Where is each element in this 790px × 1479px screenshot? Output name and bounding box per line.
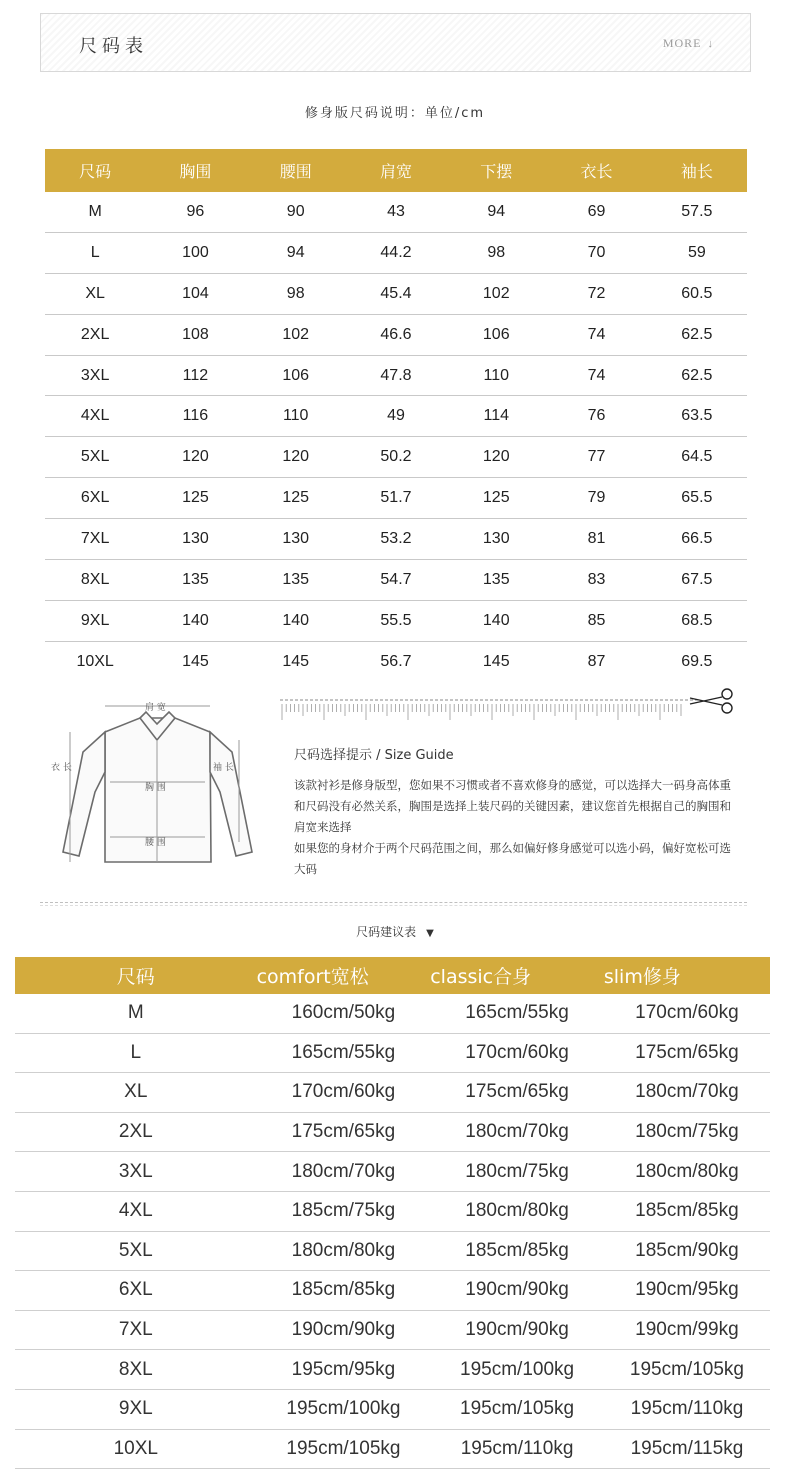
table-cell: 135 (246, 560, 346, 601)
table-cell: XL (45, 273, 145, 314)
table-cell: 195cm/105kg (257, 1429, 431, 1469)
table-row (15, 1429, 770, 1469)
size-table-header-cell: 尺码 (45, 149, 145, 192)
table-cell: 64.5 (647, 437, 747, 478)
table-cell: 63.5 (647, 396, 747, 437)
table-cell: 5XL (45, 437, 145, 478)
table-cell: 140 (145, 600, 245, 641)
table-row (15, 1112, 770, 1152)
table-cell: 175cm/65kg (430, 1073, 604, 1113)
recommend-table-header-cell: classic合身 (430, 957, 604, 994)
table-cell: 10XL (15, 1429, 257, 1469)
divider (40, 905, 747, 906)
table-cell: 108 (145, 314, 245, 355)
table-cell: 190cm/90kg (430, 1310, 604, 1350)
table-cell: 46.6 (346, 314, 446, 355)
table-cell: 54.7 (346, 560, 446, 601)
table-cell: 85 (546, 600, 646, 641)
table-cell: 140 (246, 600, 346, 641)
table-cell: 185cm/85kg (257, 1271, 431, 1311)
table-cell: 180cm/80kg (257, 1231, 431, 1271)
recommend-table-header-cell: comfort宽松 (257, 957, 431, 994)
table-cell: 7XL (15, 1310, 257, 1350)
table-cell: 4XL (15, 1191, 257, 1231)
more-label: MORE (662, 36, 702, 50)
more-link[interactable] (663, 36, 714, 51)
table-cell: 110 (246, 396, 346, 437)
table-cell: M (45, 192, 145, 232)
table-cell: 125 (246, 478, 346, 519)
table-cell: 165cm/55kg (430, 994, 604, 1033)
table-cell: 59 (647, 232, 747, 273)
table-cell: 3XL (15, 1152, 257, 1192)
size-table-header-cell: 肩宽 (346, 149, 446, 192)
table-cell: 90 (246, 192, 346, 232)
table-row (45, 641, 747, 681)
table-cell: 112 (145, 355, 245, 396)
table-cell: 43 (346, 192, 446, 232)
table-cell: 180cm/75kg (430, 1152, 604, 1192)
table-cell: 66.5 (647, 519, 747, 560)
table-cell: L (15, 1033, 257, 1073)
size-guide-text (294, 775, 742, 880)
table-cell: 185cm/85kg (430, 1231, 604, 1271)
table-row (45, 600, 747, 641)
length-label: 衣 长 (51, 763, 72, 773)
table-row (15, 1389, 770, 1429)
table-cell: 190cm/90kg (430, 1271, 604, 1311)
table-cell: 74 (546, 355, 646, 396)
table-cell: 83 (546, 560, 646, 601)
page-title: 尺码表 (79, 36, 148, 57)
arrow-down-icon: ↓ (707, 38, 714, 50)
table-cell: 60.5 (647, 273, 747, 314)
table-cell: 135 (446, 560, 546, 601)
table-row (15, 1310, 770, 1350)
shirt-left-sleeve (63, 732, 105, 856)
table-cell: 195cm/100kg (430, 1350, 604, 1390)
table-cell: 140 (446, 600, 546, 641)
size-guide-paragraph: 该款衬衫是修身版型，您如果不习惯或者不喜欢修身的感觉，可以选择大一码身高体重和尺码没有必然关系，胸围是选择上装尺码的关键因素，建议您首先根据自己的胸围和肩宽来选择 (294, 778, 731, 834)
table-cell: 104 (145, 273, 245, 314)
table-cell: 62.5 (647, 355, 747, 396)
table-cell: 120 (446, 437, 546, 478)
table-cell: 74 (546, 314, 646, 355)
table-cell: 175cm/65kg (257, 1112, 431, 1152)
size-table-header-cell: 衣长 (546, 149, 646, 192)
table-cell: 5XL (15, 1231, 257, 1271)
table-cell: 195cm/105kg (604, 1350, 770, 1390)
size-chart-header (40, 13, 751, 72)
table-cell: 96 (145, 192, 245, 232)
table-cell: 72 (546, 273, 646, 314)
table-cell: 102 (246, 314, 346, 355)
table-cell: 145 (282, 652, 310, 670)
table-row (45, 478, 747, 519)
table-cell: 7XL (45, 519, 145, 560)
table-cell: 195cm/115kg (604, 1429, 770, 1469)
table-cell: 55.5 (346, 600, 446, 641)
recommend-table-header-cell: 尺码 (15, 957, 257, 994)
table-cell: 44.2 (346, 232, 446, 273)
table-row (15, 994, 770, 1033)
table-cell: 180cm/70kg (430, 1112, 604, 1152)
table-cell: 180cm/75kg (604, 1112, 770, 1152)
table-cell: 160cm/50kg (257, 994, 431, 1033)
table-cell: 56.7 (380, 652, 412, 670)
table-row (45, 355, 747, 396)
table-cell: 51.7 (346, 478, 446, 519)
table-cell: 62.5 (647, 314, 747, 355)
table-cell: 180cm/70kg (604, 1073, 770, 1113)
size-guide-paragraph: 如果您的身材介于两个尺码范围之间，那么如偏好修身感觉可以选小码，偏好宽松可选大码 (294, 841, 731, 876)
table-cell: 98 (446, 232, 546, 273)
size-table-header-cell: 胸围 (145, 149, 245, 192)
table-cell: 175cm/65kg (604, 1033, 770, 1073)
table-cell: 130 (246, 519, 346, 560)
table-row (45, 396, 747, 437)
table-cell: 185cm/85kg (604, 1191, 770, 1231)
table-cell: 94 (246, 232, 346, 273)
table-cell: 79 (546, 478, 646, 519)
sleeve-label: 袖 长 (213, 763, 234, 773)
table-row (45, 192, 747, 232)
table-cell: 170cm/60kg (430, 1033, 604, 1073)
size-guide-title: 尺码选择提示 / Size Guide (294, 748, 454, 763)
table-cell: 185cm/90kg (604, 1231, 770, 1271)
table-cell: 69 (546, 192, 646, 232)
table-cell: 53.2 (346, 519, 446, 560)
table-cell: 102 (446, 273, 546, 314)
size-table (45, 149, 747, 682)
size-table-header-row (45, 149, 747, 192)
table-cell: 130 (446, 519, 546, 560)
table-cell: 49 (346, 396, 446, 437)
recommend-table-header-row (15, 957, 770, 994)
table-cell: 125 (145, 478, 245, 519)
table-cell: 110 (446, 355, 546, 396)
size-table-header-cell: 腰围 (246, 149, 346, 192)
size-table-header-cell: 袖长 (647, 149, 747, 192)
table-row (15, 1350, 770, 1390)
table-cell: XL (15, 1073, 257, 1113)
table-cell: 77 (546, 437, 646, 478)
table-cell: 67.5 (647, 560, 747, 601)
table-cell: 190cm/90kg (257, 1310, 431, 1350)
table-cell: 76 (546, 396, 646, 437)
table-cell: 10XL (76, 652, 114, 670)
table-row (15, 1152, 770, 1192)
table-cell: 47.8 (346, 355, 446, 396)
table-cell: 145 (182, 652, 209, 670)
table-cell: 70 (546, 232, 646, 273)
table-row (15, 1191, 770, 1231)
table-cell: M (15, 994, 257, 1033)
table-cell: 100 (145, 232, 245, 273)
table-cell: 98 (246, 273, 346, 314)
table-row (45, 314, 747, 355)
table-cell: 120 (145, 437, 245, 478)
table-cell: 195cm/95kg (257, 1350, 431, 1390)
table-cell: 170cm/60kg (604, 994, 770, 1033)
table-cell: 114 (446, 396, 546, 437)
table-cell: 8XL (15, 1350, 257, 1390)
table-cell: 145 (482, 652, 510, 670)
table-cell: 195cm/110kg (430, 1429, 604, 1469)
shoulder-label: 肩 宽 (145, 703, 166, 713)
table-cell: 9XL (45, 600, 145, 641)
table-cell: 125 (446, 478, 546, 519)
shirt-right-sleeve (210, 732, 252, 856)
table-cell: 2XL (15, 1112, 257, 1152)
recommend-title-text: 尺码建议表 (356, 925, 417, 939)
table-cell: 81 (546, 519, 646, 560)
table-cell: 4XL (45, 396, 145, 437)
table-cell: 190cm/95kg (604, 1271, 770, 1311)
table-cell: 130 (145, 519, 245, 560)
recommend-table (15, 957, 770, 1469)
table-cell: 69.5 (681, 652, 713, 670)
table-cell: 180cm/80kg (604, 1152, 770, 1192)
table-row (45, 232, 747, 273)
table-cell: 185cm/75kg (257, 1191, 431, 1231)
table-cell: 87 (587, 652, 606, 670)
table-cell: L (45, 232, 145, 273)
size-table-header-cell: 下摆 (446, 149, 546, 192)
table-cell: 120 (246, 437, 346, 478)
ruler-ticks (282, 704, 681, 720)
table-cell: 50.2 (346, 437, 446, 478)
waist-label: 腰 围 (145, 838, 166, 848)
table-row (45, 519, 747, 560)
chest-label: 胸 围 (145, 783, 166, 793)
ruler-graphic (280, 688, 742, 728)
unit-note: 修身版尺码说明：单位/cm (304, 106, 486, 121)
table-cell: 57.5 (647, 192, 747, 232)
table-cell: 180cm/70kg (257, 1152, 431, 1192)
table-cell: 45.4 (346, 273, 446, 314)
table-cell: 6XL (15, 1271, 257, 1311)
table-cell: 106 (246, 355, 346, 396)
table-cell: 106 (446, 314, 546, 355)
table-cell: 2XL (45, 314, 145, 355)
recommend-title (0, 923, 790, 940)
table-cell: 116 (145, 396, 245, 437)
table-cell: 170cm/60kg (257, 1073, 431, 1113)
triangle-down-icon: ▼ (426, 928, 434, 939)
table-row (45, 273, 747, 314)
table-row (15, 1231, 770, 1271)
table-cell: 65.5 (647, 478, 747, 519)
table-row (45, 560, 747, 601)
table-row (15, 1271, 770, 1311)
scissors-icon (690, 689, 732, 713)
table-row (15, 1073, 770, 1113)
table-cell: 68.5 (647, 600, 747, 641)
table-cell: 165cm/55kg (257, 1033, 431, 1073)
table-cell: 3XL (45, 355, 145, 396)
table-cell: 180cm/80kg (430, 1191, 604, 1231)
table-cell: 9XL (15, 1389, 257, 1429)
table-cell: 8XL (45, 560, 145, 601)
table-cell: 195cm/105kg (430, 1389, 604, 1429)
table-cell: 6XL (45, 478, 145, 519)
table-cell: 135 (145, 560, 245, 601)
recommend-table-header-cell: slim修身 (604, 957, 770, 994)
table-cell: 195cm/110kg (604, 1389, 770, 1429)
table-row (15, 1033, 770, 1073)
shirt-measurement-diagram (45, 692, 270, 882)
table-row (45, 437, 747, 478)
table-cell: 94 (446, 192, 546, 232)
table-cell: 195cm/100kg (257, 1389, 431, 1429)
divider (40, 902, 747, 903)
table-cell: 190cm/99kg (604, 1310, 770, 1350)
